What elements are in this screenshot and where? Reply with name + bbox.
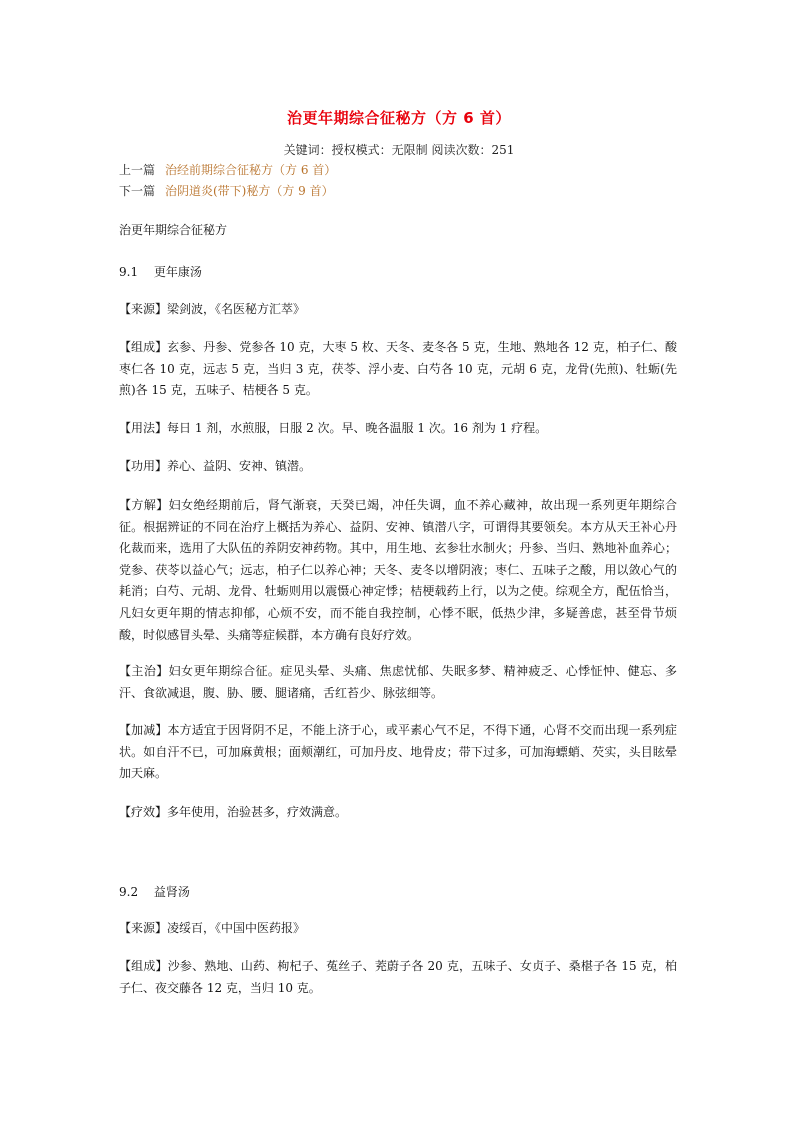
section-2-composition: 【组成】沙参、熟地、山药、枸杞子、菟丝子、茺蔚子各 20 克，五味子、女贞子、桑椹子各 15 克，柏子仁、夜交藤各 12 克，当归 10 克。 — [119, 959, 677, 995]
section-2-source: 【来源】凌绥百，《中国中医药报》 — [119, 921, 306, 935]
prev-label: 上一篇 — [119, 163, 156, 177]
next-label: 下一篇 — [119, 184, 156, 198]
page-title: 治更年期综合征秘方（方 6 首） — [287, 109, 511, 127]
section-1-modification: 【加减】本方适宜于因肾阴不足，不能上济于心，或平素心气不足，不得下通，心肾不交而出现一系列症状。如自汗不已，可加麻黄根；面颊潮红，可加丹皮、地骨皮；带下过多，可加海螵蛸、芡实，头目眩晕加天麻。 — [119, 723, 677, 781]
section-1-composition: 【组成】玄参、丹参、党参各 10 克，大枣 5 枚、天冬、麦冬各 5 克，生地、熟地各 12 克，柏子仁、酸枣仁各 10 克，远志 5 克，当归 3 克，茯苓、浮小麦、白芍各 10 克，元胡 6 克，龙骨(先煎)、牡蛎(先煎)各 15 克，五味子、桔梗各 5 克。 — [119, 340, 677, 398]
section-1-indication: 【主治】妇女更年期综合征。症见头晕、头痛、焦虑忧郁、失眠多梦、精神疲乏、心悸怔忡、健忘、多汗、食欲减退，腹、胁、腰、腿诸痛，舌红苔少、脉弦细等。 — [119, 664, 677, 700]
section-1-source: 【来源】梁剑波，《名医秘方汇萃》 — [119, 302, 306, 316]
section-1-efficacy: 【疗效】多年使用，治验甚多，疗效满意。 — [119, 805, 348, 819]
section-1-analysis: 【方解】妇女绝经期前后，肾气渐衰，天癸已竭，冲任失调，血不养心藏神，故出现一系列更年期综合征。根据辨证的不同在治疗上概括为养心、益阴、安神、镇潜八字，可谓得其要领矣。本方从天王补心丹化裁而来，选用了大队伍的养阴安神药物。其中，用生地、玄参壮水制火；丹参、当归、熟地补血养心；党参、茯苓以益心气；远志，柏子仁以养心神；天冬、麦冬以增阴液；枣仁、五味子之酸，用以敛心气的耗消；白芍、元胡、龙骨、牡蛎则用以震慑心神定悸；桔梗载药上行，以为之使。综观全方，配伍恰当，凡妇女更年期的情志抑郁，心烦不安，而不能自我控制，心悸不眠，低热少津，多疑善虑，甚至骨节烦酸，时似感冒头晕、头痛等症候群，本方确有良好疗效。 — [119, 498, 677, 642]
section-1-usage: 【用法】每日 1 剂，水煎服，日服 2 次。早、晚各温服 1 次。16 剂为 1 疗程。 — [119, 421, 548, 435]
prev-article-nav — [119, 161, 336, 178]
section-heading: 治更年期综合征秘方 — [119, 223, 228, 237]
next-article-link[interactable]: 治阴道炎(带下)秘方（方 9 首） — [165, 184, 334, 198]
section-2-title: 9.2 益肾汤 — [119, 885, 190, 899]
meta-line: 关键词：授权模式：无限制 阅读次数：251 — [283, 143, 515, 157]
next-article-nav — [119, 182, 334, 199]
section-1-effect: 【功用】养心、益阴、安神、镇潜。 — [119, 459, 312, 473]
prev-article-link[interactable]: 治经前期综合征秘方（方 6 首） — [165, 163, 337, 177]
section-1-title: 9.1 更年康汤 — [119, 265, 202, 279]
